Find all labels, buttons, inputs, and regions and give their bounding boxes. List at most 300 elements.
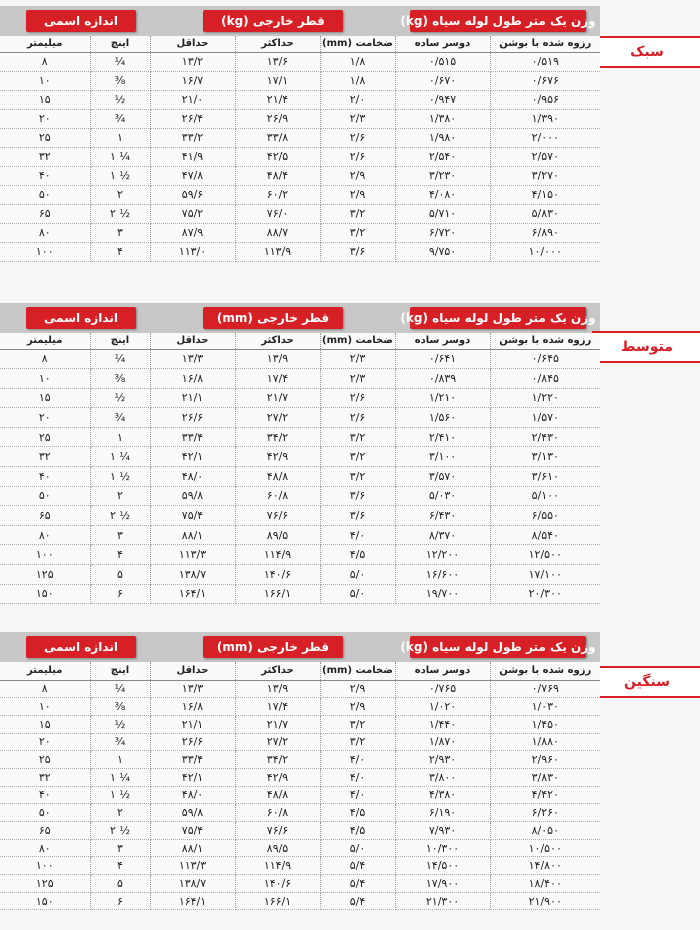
col-max: حداکثر	[235, 662, 320, 680]
table-row	[0, 768, 600, 786]
cell-mm: ۱۵۰	[0, 892, 90, 910]
cell-max: ۷۶/۰	[235, 204, 320, 223]
cell-plain: ۱/۹۸۰	[395, 128, 490, 147]
cell-min: ۸۷/۹	[150, 223, 235, 242]
cell-plain: ۴/۳۸۰	[395, 786, 490, 804]
table-row	[0, 506, 600, 526]
cell-plain: ۳/۵۷۰	[395, 467, 490, 487]
table-row	[0, 545, 600, 565]
cell-threaded: ۲/۹۶۰	[490, 751, 600, 769]
table-row	[0, 715, 600, 733]
table-row	[0, 166, 600, 185]
cell-inch: ۳	[90, 525, 150, 545]
cell-mm: ۱۰	[0, 698, 90, 716]
col-threaded: رزوه شده با بوشن	[490, 36, 600, 52]
cell-plain: ۰/۸۳۹	[395, 369, 490, 389]
cell-inch: ۳	[90, 839, 150, 857]
cell-thickness: ۳/۲	[320, 733, 395, 751]
cell-max: ۸۹/۵	[235, 839, 320, 857]
cell-min: ۱۳/۲	[150, 52, 235, 71]
cell-thickness: ۳/۲	[320, 467, 395, 487]
cell-threaded: ۲/۰۰۰	[490, 128, 600, 147]
cell-thickness: ۳/۲	[320, 715, 395, 733]
cell-thickness: ۴/۰	[320, 768, 395, 786]
cell-min: ۲۶/۶	[150, 733, 235, 751]
cell-plain: ۰/۶۴۱	[395, 349, 490, 369]
cell-mm: ۴۰	[0, 467, 90, 487]
table-row	[0, 839, 600, 857]
cell-threaded: ۱/۲۲۰	[490, 388, 600, 408]
table-subheader	[0, 333, 600, 349]
cell-inch: ۲	[90, 804, 150, 822]
cell-thickness: ۱/۸	[320, 71, 395, 90]
table-row	[0, 822, 600, 840]
cell-plain: ۱۷/۹۰۰	[395, 875, 490, 893]
col-mm: میلیمتر	[0, 662, 90, 680]
cell-max: ۱۱۳/۹	[235, 242, 320, 261]
cell-mm: ۶۵	[0, 506, 90, 526]
cell-max: ۴۸/۴	[235, 166, 320, 185]
cell-threaded: ۶/۸۹۰	[490, 223, 600, 242]
cell-threaded: ۱۴/۸۰۰	[490, 857, 600, 875]
cell-inch: ۱	[90, 751, 150, 769]
cell-mm: ۶۵	[0, 204, 90, 223]
cell-min: ۳۳/۴	[150, 427, 235, 447]
cell-threaded: ۵/۸۳۰	[490, 204, 600, 223]
cell-inch: ۴	[90, 545, 150, 565]
cell-plain: ۱/۲۱۰	[395, 388, 490, 408]
table-row	[0, 584, 600, 604]
table-row	[0, 565, 600, 585]
col-thickness: ضخامت (mm)	[320, 36, 395, 52]
cell-max: ۱۴۰/۶	[235, 875, 320, 893]
table-subheader	[0, 36, 600, 52]
outer-diameter-label: قطر خارجی (mm)	[203, 636, 343, 658]
cell-max: ۸۹/۵	[235, 525, 320, 545]
outer-diameter-label: قطر خارجی (mm)	[203, 307, 343, 329]
pipe-table-medium	[0, 333, 600, 604]
cell-plain: ۸/۳۷۰	[395, 525, 490, 545]
cell-thickness: ۳/۶	[320, 486, 395, 506]
cell-min: ۱۳/۳	[150, 680, 235, 698]
table-row	[0, 52, 600, 71]
cell-plain: ۱۲/۲۰۰	[395, 545, 490, 565]
cell-plain: ۱/۴۴۰	[395, 715, 490, 733]
cell-inch: ¾	[90, 408, 150, 428]
cell-max: ۴۲/۹	[235, 768, 320, 786]
cell-inch: ⅜	[90, 369, 150, 389]
table-row	[0, 369, 600, 389]
cell-max: ۴۸/۸	[235, 467, 320, 487]
table-row	[0, 109, 600, 128]
table-row	[0, 525, 600, 545]
cell-mm: ۵۰	[0, 185, 90, 204]
col-inch: اینچ	[90, 333, 150, 349]
table-row	[0, 875, 600, 893]
col-plain: دوسر ساده	[395, 333, 490, 349]
cell-thickness: ۲/۹	[320, 680, 395, 698]
col-thickness: ضخامت (mm)	[320, 333, 395, 349]
cell-min: ۱۳۸/۷	[150, 565, 235, 585]
cell-plain: ۰/۷۶۵	[395, 680, 490, 698]
cell-plain: ۱/۰۲۰	[395, 698, 490, 716]
cell-plain: ۶/۷۲۰	[395, 223, 490, 242]
cell-threaded: ۲۱/۹۰۰	[490, 892, 600, 910]
table-row	[0, 733, 600, 751]
cell-max: ۷۶/۶	[235, 822, 320, 840]
cell-inch: ¾	[90, 733, 150, 751]
cell-plain: ۱۶/۶۰۰	[395, 565, 490, 585]
col-thickness: ضخامت (mm)	[320, 662, 395, 680]
cell-threaded: ۲۰/۳۰۰	[490, 584, 600, 604]
table-row	[0, 892, 600, 910]
table-row	[0, 242, 600, 261]
cell-max: ۲۱/۷	[235, 388, 320, 408]
cell-thickness: ۲/۰	[320, 90, 395, 109]
cell-min: ۱۱۳/۳	[150, 545, 235, 565]
cell-thickness: ۵/۴	[320, 857, 395, 875]
cell-min: ۵۹/۸	[150, 486, 235, 506]
cell-min: ۴۱/۹	[150, 147, 235, 166]
cell-min: ۸۸/۱	[150, 525, 235, 545]
table-row	[0, 804, 600, 822]
cell-threaded: ۰/۹۵۶	[490, 90, 600, 109]
cell-max: ۸۸/۷	[235, 223, 320, 242]
cell-max: ۴۸/۸	[235, 786, 320, 804]
cell-mm: ۸۰	[0, 525, 90, 545]
cell-mm: ۲۰	[0, 109, 90, 128]
cell-min: ۷۵/۲	[150, 204, 235, 223]
cell-inch: ½	[90, 90, 150, 109]
cell-min: ۱۶/۸	[150, 698, 235, 716]
col-mm: میلیمتر	[0, 36, 90, 52]
cell-mm: ۲۵	[0, 427, 90, 447]
cell-min: ۲۱/۰	[150, 90, 235, 109]
cell-threaded: ۳/۶۱۰	[490, 467, 600, 487]
cell-thickness: ۴/۵	[320, 804, 395, 822]
table-row	[0, 185, 600, 204]
cell-thickness: ۲/۳	[320, 349, 395, 369]
cell-thickness: ۲/۳	[320, 369, 395, 389]
cell-max: ۲۱/۴	[235, 90, 320, 109]
cell-min: ۱۳/۳	[150, 349, 235, 369]
cell-min: ۱۱۳/۰	[150, 242, 235, 261]
cell-mm: ۲۰	[0, 733, 90, 751]
cell-max: ۲۶/۹	[235, 109, 320, 128]
table-row	[0, 427, 600, 447]
col-min: حداقل	[150, 662, 235, 680]
cell-thickness: ۲/۹	[320, 166, 395, 185]
cell-threaded: ۱۰/۰۰۰	[490, 242, 600, 261]
cell-thickness: ۵/۴	[320, 892, 395, 910]
cell-plain: ۵/۰۳۰	[395, 486, 490, 506]
cell-mm: ۲۵	[0, 751, 90, 769]
table-row	[0, 786, 600, 804]
cell-mm: ۲۰	[0, 408, 90, 428]
cell-threaded: ۰/۷۶۹	[490, 680, 600, 698]
cell-inch: ۵	[90, 875, 150, 893]
cell-inch: ۵	[90, 565, 150, 585]
cell-inch: ¼	[90, 52, 150, 71]
cell-max: ۱۷/۴	[235, 698, 320, 716]
cell-mm: ۱۲۵	[0, 875, 90, 893]
type-tab-light: سبک	[592, 36, 700, 68]
cell-plain: ۲۱/۳۰۰	[395, 892, 490, 910]
cell-inch: ۱ ¼	[90, 147, 150, 166]
cell-thickness: ۴/۵	[320, 822, 395, 840]
nominal-size-label: اندازه اسمی	[26, 10, 136, 32]
cell-min: ۴۸/۰	[150, 467, 235, 487]
cell-max: ۳۴/۲	[235, 427, 320, 447]
col-mm: میلیمتر	[0, 333, 90, 349]
cell-max: ۱۳/۹	[235, 349, 320, 369]
cell-max: ۲۷/۲	[235, 408, 320, 428]
col-inch: اینچ	[90, 662, 150, 680]
cell-min: ۷۵/۴	[150, 822, 235, 840]
cell-threaded: ۵/۱۰۰	[490, 486, 600, 506]
cell-inch: ۶	[90, 584, 150, 604]
cell-inch: ۲	[90, 185, 150, 204]
cell-inch: ۱ ½	[90, 166, 150, 185]
cell-threaded: ۰/۶۷۶	[490, 71, 600, 90]
cell-plain: ۱/۳۸۰	[395, 109, 490, 128]
cell-plain: ۱/۸۷۰	[395, 733, 490, 751]
cell-max: ۱۳/۹	[235, 680, 320, 698]
table-row	[0, 857, 600, 875]
cell-inch: ۱ ¼	[90, 447, 150, 467]
cell-mm: ۱۵	[0, 715, 90, 733]
cell-threaded: ۲/۴۳۰	[490, 427, 600, 447]
cell-inch: ۶	[90, 892, 150, 910]
cell-inch: ۳	[90, 223, 150, 242]
cell-inch: ۲ ½	[90, 822, 150, 840]
cell-min: ۲۶/۴	[150, 109, 235, 128]
cell-mm: ۱۰	[0, 369, 90, 389]
cell-mm: ۱۵	[0, 90, 90, 109]
cell-thickness: ۵/۰	[320, 565, 395, 585]
cell-plain: ۱/۵۶۰	[395, 408, 490, 428]
cell-max: ۴۲/۹	[235, 447, 320, 467]
col-min: حداقل	[150, 36, 235, 52]
nominal-size-label: اندازه اسمی	[26, 307, 136, 329]
table-row	[0, 71, 600, 90]
cell-thickness: ۲/۳	[320, 109, 395, 128]
cell-threaded: ۳/۲۷۰	[490, 166, 600, 185]
col-min: حداقل	[150, 333, 235, 349]
table-row	[0, 698, 600, 716]
cell-thickness: ۲/۹	[320, 185, 395, 204]
cell-plain: ۴/۰۸۰	[395, 185, 490, 204]
cell-inch: ⅜	[90, 71, 150, 90]
cell-thickness: ۲/۶	[320, 128, 395, 147]
cell-inch: ۲ ½	[90, 506, 150, 526]
cell-min: ۷۵/۴	[150, 506, 235, 526]
cell-threaded: ۳/۱۳۰	[490, 447, 600, 467]
type-tab-heavy: سنگین	[592, 666, 700, 698]
cell-plain: ۲/۴۱۰	[395, 427, 490, 447]
cell-plain: ۱۹/۷۰۰	[395, 584, 490, 604]
cell-threaded: ۶/۲۶۰	[490, 804, 600, 822]
col-threaded: رزوه شده با بوشن	[490, 662, 600, 680]
cell-mm: ۱۰۰	[0, 545, 90, 565]
cell-plain: ۵/۷۱۰	[395, 204, 490, 223]
cell-min: ۳۳/۴	[150, 751, 235, 769]
table-row	[0, 447, 600, 467]
table-row	[0, 223, 600, 242]
cell-inch: ۱ ½	[90, 786, 150, 804]
cell-thickness: ۲/۹	[320, 698, 395, 716]
cell-mm: ۸	[0, 349, 90, 369]
cell-plain: ۶/۱۹۰	[395, 804, 490, 822]
cell-max: ۶۰/۸	[235, 804, 320, 822]
cell-mm: ۲۵	[0, 128, 90, 147]
cell-min: ۱۱۳/۳	[150, 857, 235, 875]
cell-plain: ۳/۲۳۰	[395, 166, 490, 185]
cell-threaded: ۰/۵۱۹	[490, 52, 600, 71]
cell-inch: ۴	[90, 857, 150, 875]
cell-mm: ۳۲	[0, 768, 90, 786]
cell-thickness: ۳/۲	[320, 447, 395, 467]
cell-min: ۲۶/۶	[150, 408, 235, 428]
cell-min: ۲۱/۱	[150, 715, 235, 733]
table-row	[0, 128, 600, 147]
cell-thickness: ۵/۰	[320, 839, 395, 857]
cell-max: ۱۱۴/۹	[235, 857, 320, 875]
cell-thickness: ۲/۶	[320, 147, 395, 166]
cell-plain: ۷/۹۳۰	[395, 822, 490, 840]
cell-inch: ۱	[90, 427, 150, 447]
col-plain: دوسر ساده	[395, 662, 490, 680]
cell-plain: ۱۴/۵۰۰	[395, 857, 490, 875]
cell-threaded: ۴/۴۲۰	[490, 786, 600, 804]
cell-plain: ۹/۷۵۰	[395, 242, 490, 261]
cell-thickness: ۴/۰	[320, 525, 395, 545]
cell-threaded: ۱/۵۷۰	[490, 408, 600, 428]
cell-min: ۱۶۴/۱	[150, 584, 235, 604]
cell-thickness: ۴/۵	[320, 545, 395, 565]
weight-label: وزن یک متر طول لوله سیاه (kg)	[410, 307, 586, 329]
cell-min: ۳۳/۲	[150, 128, 235, 147]
cell-threaded: ۱۸/۴۰۰	[490, 875, 600, 893]
cell-max: ۱۴۰/۶	[235, 565, 320, 585]
cell-max: ۱۷/۱	[235, 71, 320, 90]
cell-max: ۲۱/۷	[235, 715, 320, 733]
cell-max: ۱۳/۶	[235, 52, 320, 71]
cell-plain: ۰/۹۴۷	[395, 90, 490, 109]
weight-label: وزن یک متر طول لوله سیاه (kg)	[410, 10, 586, 32]
table-row	[0, 680, 600, 698]
cell-threaded: ۸/۵۴۰	[490, 525, 600, 545]
cell-min: ۴۲/۱	[150, 768, 235, 786]
cell-mm: ۱۵۰	[0, 584, 90, 604]
cell-inch: ⅜	[90, 698, 150, 716]
table-row	[0, 147, 600, 166]
col-max: حداکثر	[235, 36, 320, 52]
cell-threaded: ۳/۸۳۰	[490, 768, 600, 786]
cell-min: ۱۳۸/۷	[150, 875, 235, 893]
nominal-size-label: اندازه اسمی	[26, 636, 136, 658]
cell-mm: ۸۰	[0, 223, 90, 242]
cell-max: ۳۴/۲	[235, 751, 320, 769]
cell-mm: ۱۵	[0, 388, 90, 408]
cell-mm: ۸	[0, 52, 90, 71]
cell-threaded: ۰/۸۴۵	[490, 369, 600, 389]
cell-max: ۷۶/۶	[235, 506, 320, 526]
cell-min: ۴۲/۱	[150, 447, 235, 467]
cell-inch: ¼	[90, 680, 150, 698]
cell-thickness: ۳/۶	[320, 506, 395, 526]
cell-thickness: ۵/۰	[320, 584, 395, 604]
cell-thickness: ۴/۰	[320, 751, 395, 769]
cell-inch: ¾	[90, 109, 150, 128]
cell-thickness: ۳/۲	[320, 223, 395, 242]
cell-max: ۲۷/۲	[235, 733, 320, 751]
cell-thickness: ۴/۰	[320, 786, 395, 804]
cell-thickness: ۳/۲	[320, 427, 395, 447]
cell-threaded: ۱/۳۹۰	[490, 109, 600, 128]
cell-plain: ۰/۵۱۵	[395, 52, 490, 71]
table-row	[0, 751, 600, 769]
cell-thickness: ۳/۲	[320, 204, 395, 223]
cell-max: ۳۳/۸	[235, 128, 320, 147]
cell-mm: ۸۰	[0, 839, 90, 857]
cell-threaded: ۰/۶۴۵	[490, 349, 600, 369]
cell-thickness: ۱/۸	[320, 52, 395, 71]
cell-plain: ۰/۶۷۰	[395, 71, 490, 90]
cell-inch: ۱ ¼	[90, 768, 150, 786]
cell-max: ۱۷/۴	[235, 369, 320, 389]
cell-plain: ۲/۹۳۰	[395, 751, 490, 769]
cell-thickness: ۲/۶	[320, 408, 395, 428]
col-max: حداکثر	[235, 333, 320, 349]
cell-mm: ۵۰	[0, 804, 90, 822]
cell-min: ۱۶۴/۱	[150, 892, 235, 910]
cell-threaded: ۱/۴۵۰	[490, 715, 600, 733]
col-threaded: رزوه شده با بوشن	[490, 333, 600, 349]
cell-max: ۶۰/۲	[235, 185, 320, 204]
cell-mm: ۵۰	[0, 486, 90, 506]
outer-diameter-label: قطر خارجی (kg)	[203, 10, 343, 32]
cell-min: ۱۶/۸	[150, 369, 235, 389]
weight-label: وزن یک متر طول لوله سیاه (kg)	[410, 636, 586, 658]
pipe-table-light	[0, 36, 600, 262]
cell-mm: ۴۰	[0, 786, 90, 804]
cell-thickness: ۳/۶	[320, 242, 395, 261]
cell-min: ۵۹/۸	[150, 804, 235, 822]
cell-threaded: ۱/۰۳۰	[490, 698, 600, 716]
cell-min: ۴۷/۸	[150, 166, 235, 185]
cell-max: ۱۱۴/۹	[235, 545, 320, 565]
cell-plain: ۲/۵۴۰	[395, 147, 490, 166]
cell-inch: ۱	[90, 128, 150, 147]
col-plain: دوسر ساده	[395, 36, 490, 52]
table-row	[0, 388, 600, 408]
cell-inch: ½	[90, 388, 150, 408]
cell-min: ۵۹/۶	[150, 185, 235, 204]
cell-threaded: ۱/۸۸۰	[490, 733, 600, 751]
cell-mm: ۱۰۰	[0, 857, 90, 875]
cell-mm: ۶۵	[0, 822, 90, 840]
table-subheader	[0, 662, 600, 680]
cell-mm: ۱۰	[0, 71, 90, 90]
cell-threaded: ۱۲/۵۰۰	[490, 545, 600, 565]
cell-max: ۴۲/۵	[235, 147, 320, 166]
cell-mm: ۳۲	[0, 447, 90, 467]
cell-min: ۱۶/۷	[150, 71, 235, 90]
cell-threaded: ۱۷/۱۰۰	[490, 565, 600, 585]
table-row	[0, 90, 600, 109]
table-row	[0, 408, 600, 428]
